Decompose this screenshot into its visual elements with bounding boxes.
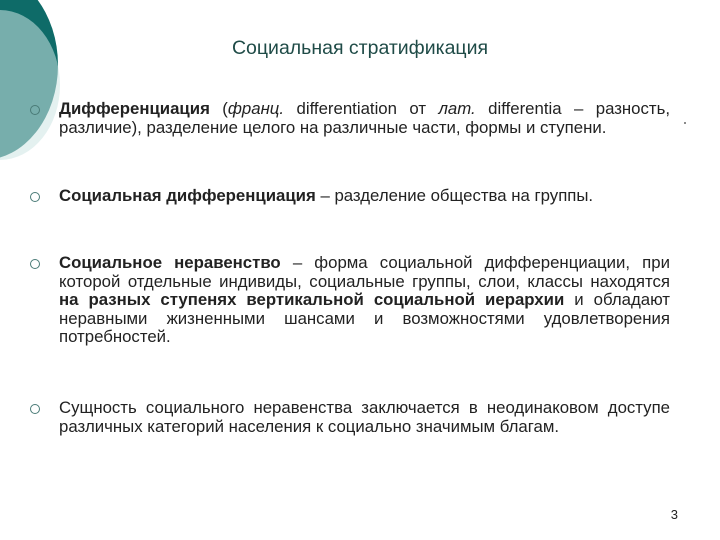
bullet-icon — [30, 259, 40, 269]
item-term: Социальное неравенство — [59, 253, 281, 272]
bullet-icon — [30, 404, 40, 414]
item-note-lat: лат. — [438, 99, 476, 118]
item-term: Дифференциация — [59, 99, 210, 118]
item-definition: differentia – разность, различие), разделение целого на различные части, формы и ступени. — [59, 99, 670, 137]
item-definition-end: и обладают неравными жизненными шансами и возможностями удовлетворения потребностей. — [59, 290, 670, 347]
item-definition: – форма социальной дифференциации, при которой отдельные индивиды, социальные группы, слои, классы находятся — [59, 253, 670, 291]
item-definition: – разделение общества на группы. — [315, 186, 594, 205]
item-definition: Сущность социального неравенства заключается в неодинаковом доступе различных категорий населения к социально значимым благам. — [59, 398, 670, 436]
bullet-icon — [30, 105, 40, 115]
item-emphasis: на разных ступенях вертикальной социальной иерархии — [59, 290, 565, 310]
item-note-franc: франц. — [227, 99, 285, 118]
stray-dot — [684, 122, 686, 124]
item-note-open: ( — [209, 99, 228, 118]
corner-decoration — [0, 0, 60, 160]
slide-title: Социальная стратификация — [231, 37, 489, 59]
item-note-mid: differentiation от — [284, 99, 439, 118]
item-text — [59, 187, 670, 206]
bullet-icon — [30, 192, 40, 202]
item-text — [59, 399, 670, 436]
page-number: 3 — [670, 507, 678, 522]
item-text — [59, 100, 670, 137]
item-term: Социальная дифференциация — [59, 186, 316, 205]
item-text — [59, 254, 670, 347]
